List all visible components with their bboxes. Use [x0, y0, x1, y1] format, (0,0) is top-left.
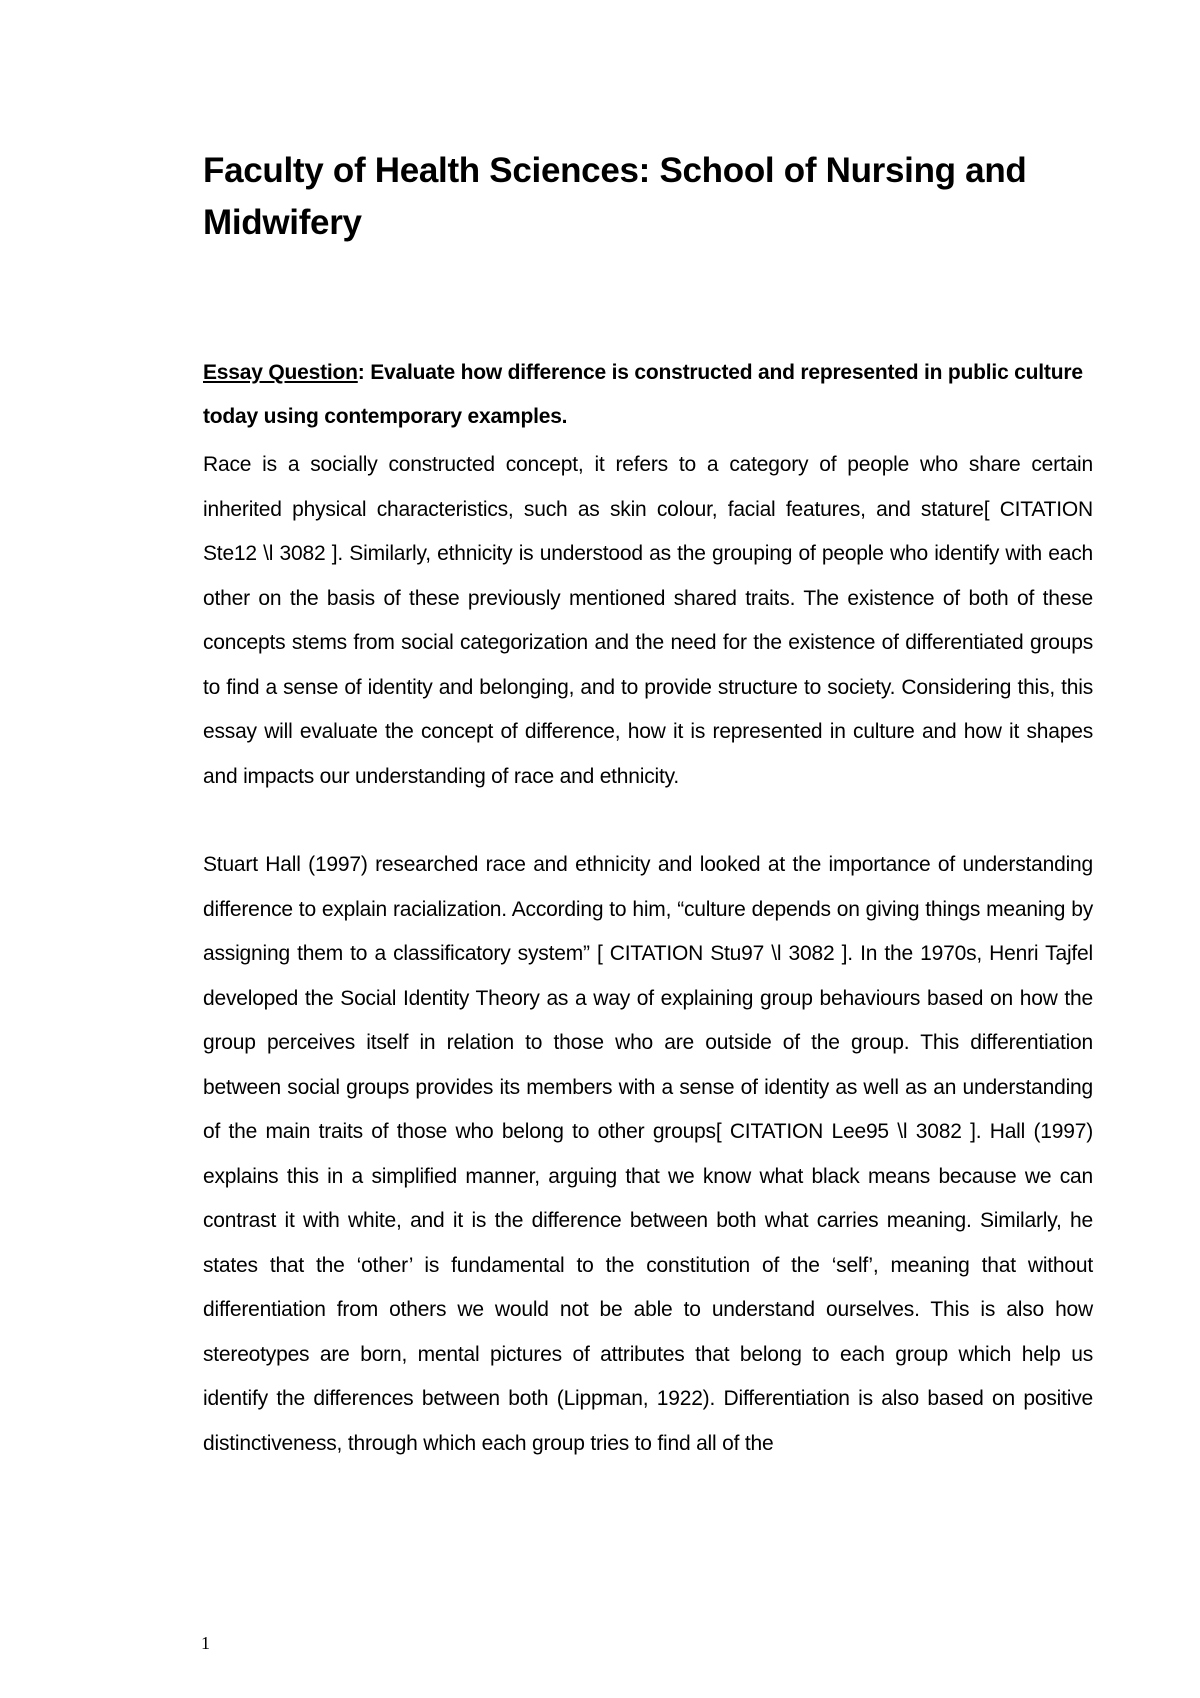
body-paragraph-2: Stuart Hall (1997) researched race and ethnicity and looked at the importance of understanding difference to explain racialization. According to him, “culture depends on giving things meaning by assigning them to a classificatory system” [ CITATION Stu97 \l 3082 ]. In the 1970s, Henri Tajfel developed the Social Identity Theory as a way of explaining group behaviours based on how the group perceives itself in relation to those who are outside of the group. This differentiation between social groups provides its members with a sense of identity as well as an understanding of the main traits of those who belong to other groups[ CITATION Lee95 \l 3082 ]. Hall (1997) explains this in a simplified manner, arguing that we know what black means because we can contrast it with white, and it is the difference between both what carries meaning. Similarly, he states that the ‘other’ is fundamental to the constitution of the ‘self’, meaning that without differentiation from others we would not be able to understand ourselves. This is also how stereotypes are born, mental pictures of attributes that belong to each group which help us identify the differences between both (Lippman, 1922). Differentiation is also based on positive distinctiveness, through which each group tries to find all of the — [203, 853, 1093, 1455]
document-title: Faculty of Health Sciences: School of Nursing and Midwifery — [203, 151, 1027, 242]
essay-question — [203, 351, 1093, 439]
body-paragraph-1: Race is a socially constructed concept, it refers to a category of people who share certain inherited physical characteristics, such as skin colour, facial features, and stature[ CITATION Ste12 \l 3082 ]. Similarly, ethnicity is understood as the grouping of people who identify with each other on the basis of these previously mentioned shared traits. The existence of both of these concepts stems from social categorization and the need for the existence of differentiated groups to find a sense of identity and belonging, and to provide structure to society. Considering this, this essay will evaluate the concept of difference, how it is represented in culture and how it shapes and impacts our understanding of race and ethnicity. — [203, 453, 1093, 788]
page-number: 1 — [201, 1633, 210, 1653]
essay-question-colon: : — [357, 361, 365, 384]
document-body — [203, 145, 1093, 1466]
essay-question-label: Essay Question — [203, 361, 358, 384]
essay-question-text: Evaluate how difference is constructed and represented in public culture today using contemporary examples. — [203, 361, 1083, 428]
